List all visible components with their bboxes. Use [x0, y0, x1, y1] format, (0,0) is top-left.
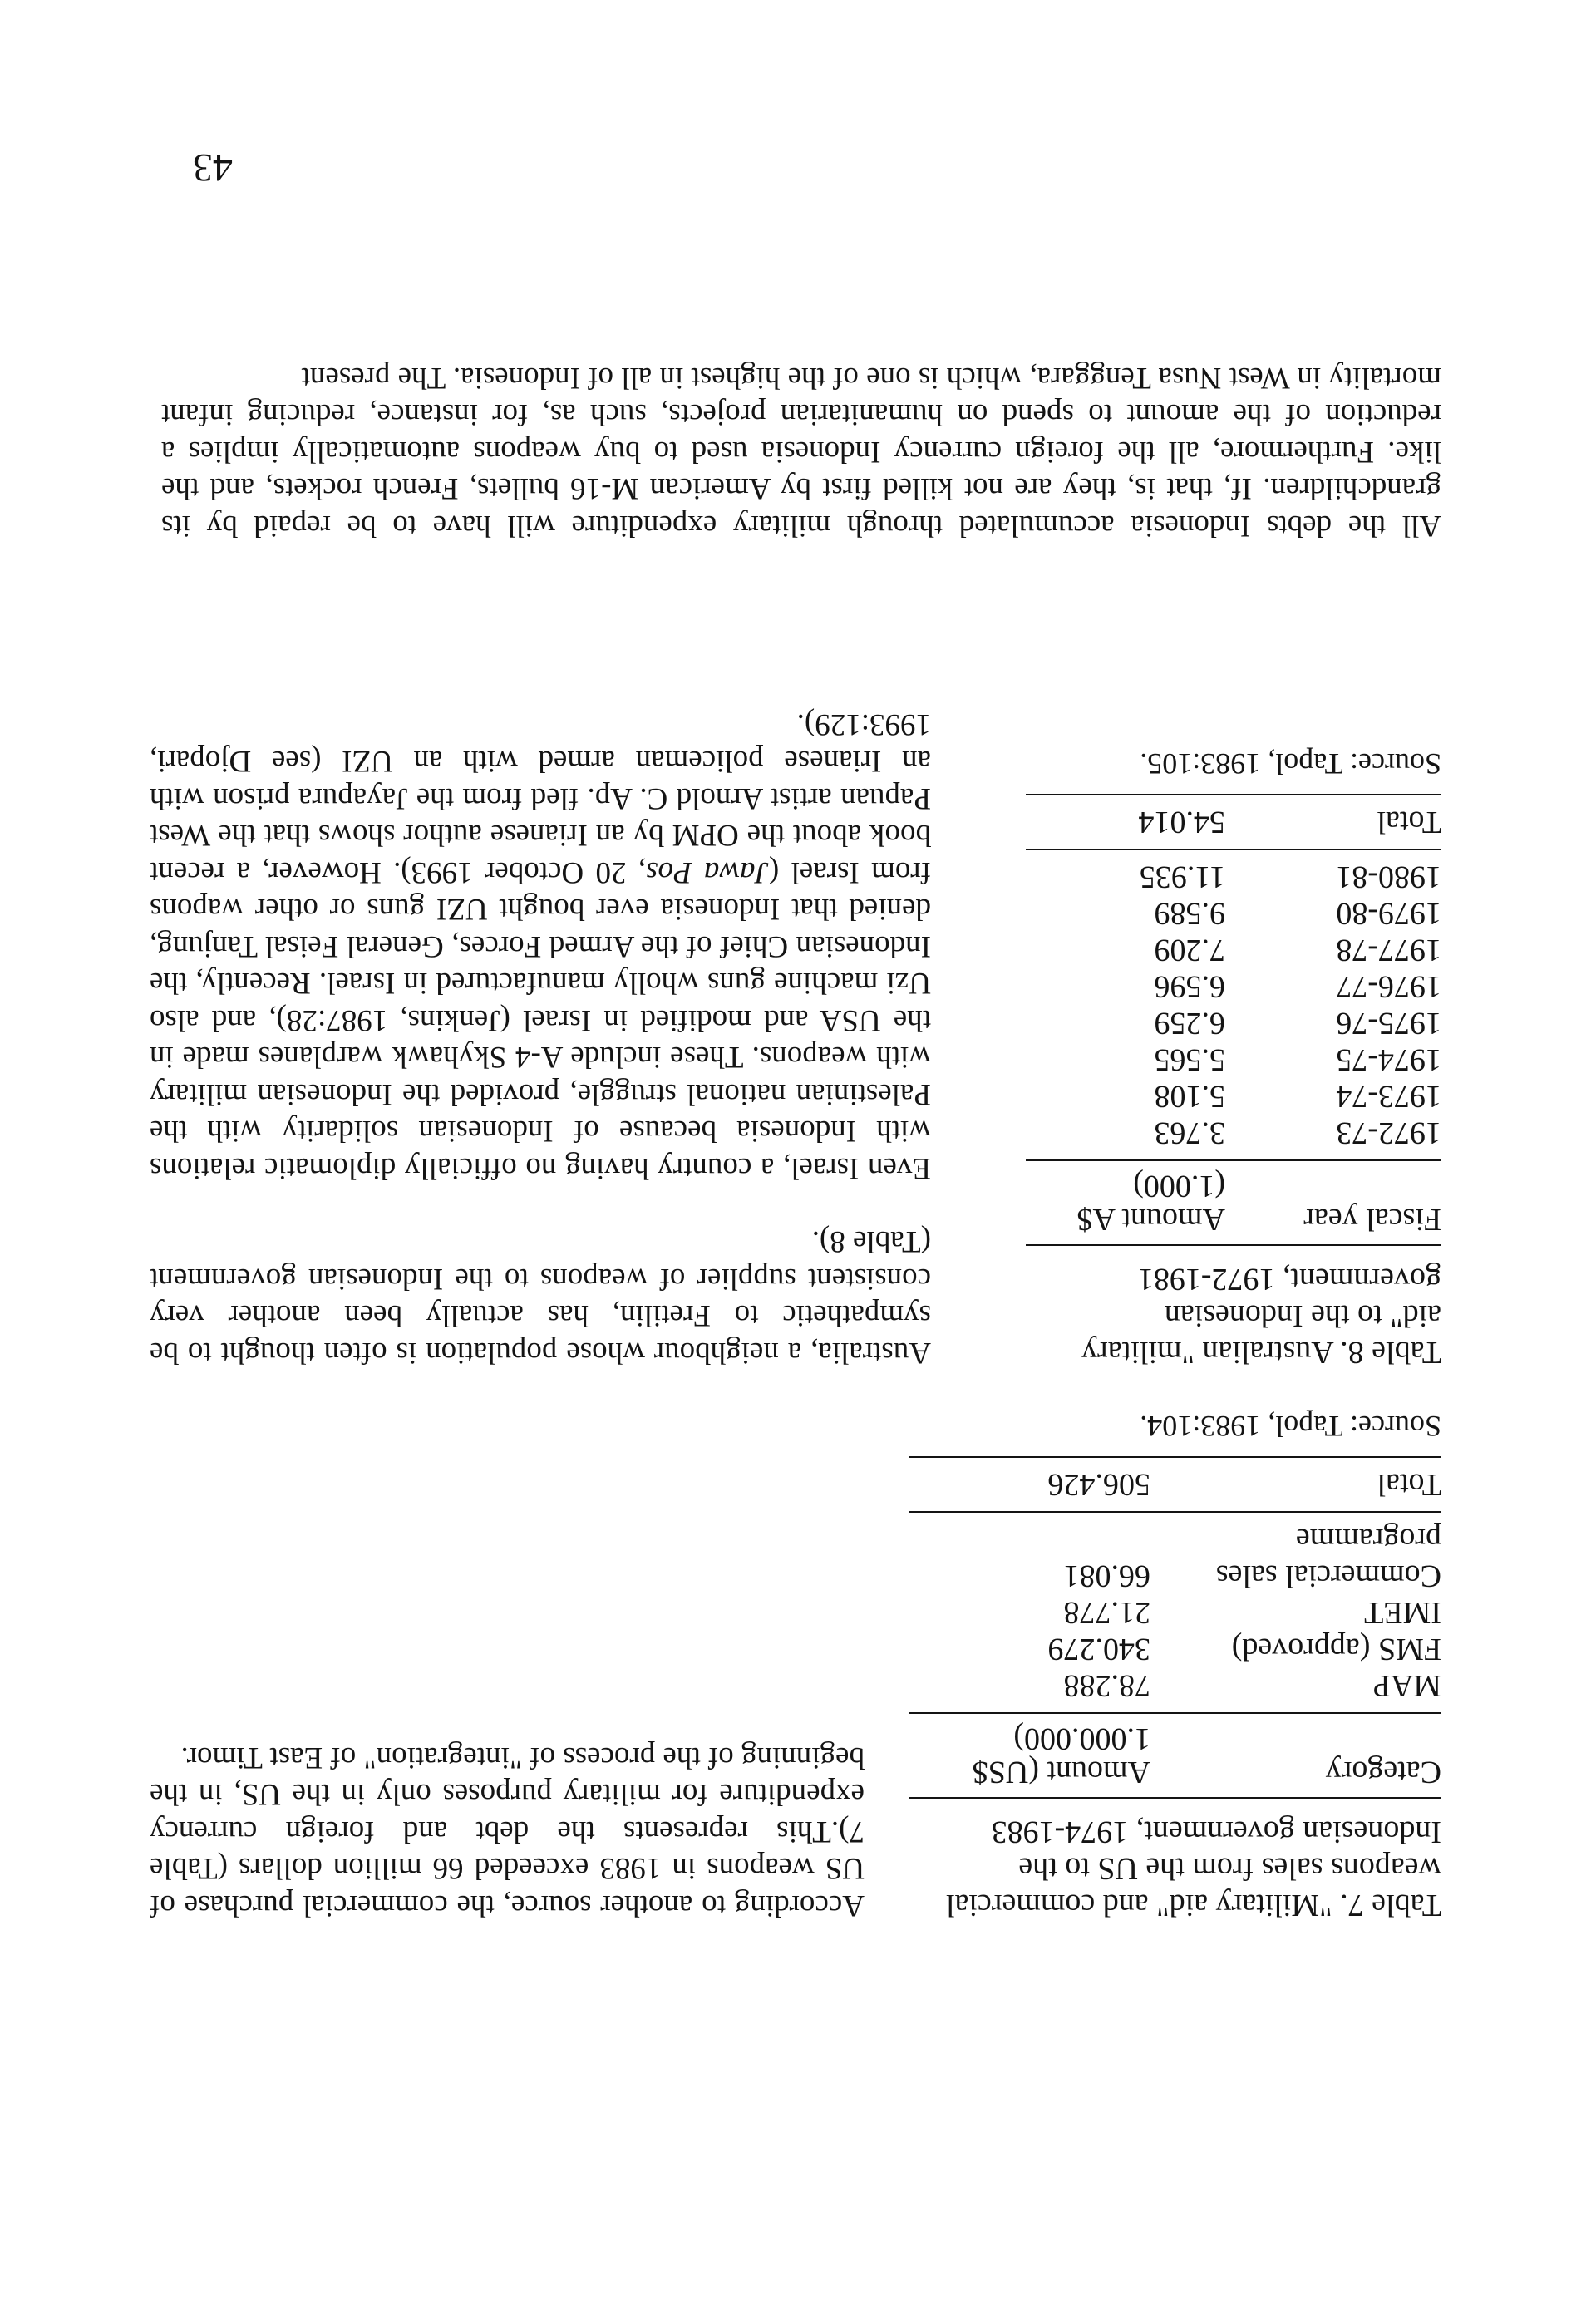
table-cell-amount: 9.589	[1154, 896, 1225, 931]
table-cell-category: MAP	[1372, 1668, 1441, 1703]
paragraph-australia: Australia, a neighbour whose population is often thought to be sympathetic to Fretilin, has actually been another very consistent supplier of weapons to the Indonesian government (Table 8).	[150, 1224, 931, 1370]
table-rule	[909, 1511, 1441, 1513]
table-row	[1026, 895, 1441, 932]
table-cell-amount: 66.081	[1063, 1558, 1150, 1593]
column-header-amount: Amount (US$ 1.000.000)	[972, 1721, 1150, 1790]
column-header-category: Category	[1325, 1755, 1441, 1790]
table-row	[909, 1521, 1441, 1594]
table-cell-amount: 11.935	[1139, 859, 1225, 894]
table-cell-year: 1977-78	[1336, 933, 1441, 967]
table-total-value: 54.014	[1138, 805, 1225, 839]
table-row	[909, 1667, 1441, 1704]
table-rule	[1026, 794, 1441, 795]
table-row	[909, 1631, 1441, 1667]
table-row	[1026, 968, 1441, 1005]
column-header-amount: Amount A$ (1.000)	[1076, 1169, 1225, 1237]
table-row	[1026, 1078, 1441, 1115]
table-cell-year: 1979-80	[1336, 896, 1441, 931]
table-row	[1026, 1115, 1441, 1151]
table-cell-amount: 5.565	[1154, 1042, 1225, 1077]
table-cell-category: FMS (approved)	[1231, 1632, 1441, 1667]
table-rule	[1026, 1244, 1441, 1246]
table-8-source: Source: Tapol, 1983:105.	[1140, 747, 1441, 780]
text-column-table-7	[150, 1739, 864, 1924]
table-7-caption: Table 7. "Military aid" and commercial weapons sales from the US to the Indonesian government, 1974-1983	[945, 1814, 1441, 1923]
table-total-row	[1026, 804, 1441, 840]
table-cell-amount: 6.596	[1154, 969, 1225, 1004]
table-7-grid	[909, 1456, 1441, 1789]
paragraph-israel-part-2: 20 October 1993). However, a recent book about the OPM by an Irianese author shows that the West Papuan artist Arnold C. Ap. fled from the Jayapura prison with an Irianese policeman armed with an UZI (see Djopari, 1993:129).	[150, 707, 931, 889]
table-header-row	[1026, 1169, 1441, 1236]
column-header-fiscal-year: Fiscal year	[1303, 1202, 1441, 1237]
table-cell-amount: 340.279	[1047, 1632, 1150, 1667]
table-cell-year: 1974-75	[1336, 1042, 1441, 1077]
table-row	[909, 1594, 1441, 1631]
table-cell-amount: 21.778	[1063, 1595, 1150, 1630]
table-cell-amount: 6.259	[1154, 1006, 1225, 1041]
table-cell-category: Commercial sales programme	[1215, 1522, 1441, 1593]
table-cell-amount: 7.209	[1154, 933, 1225, 967]
table-cell-year: 1972-73	[1336, 1115, 1441, 1150]
table-cell-category: IMET	[1364, 1595, 1441, 1630]
table-8-caption: Table 8. Australian "military aid" to the Indonesian government, 1972-1981	[1081, 1262, 1441, 1370]
table-total-label: Total	[1377, 805, 1441, 839]
table-7	[909, 1408, 1441, 1923]
table-total-value: 506.426	[1047, 1467, 1150, 1502]
table-row	[1026, 932, 1441, 968]
table-total-label: Total	[1377, 1467, 1441, 1502]
table-8	[1026, 746, 1441, 1371]
table-cell-amount: 3.763	[1154, 1115, 1225, 1150]
table-row	[1026, 859, 1441, 895]
paragraph-israel	[150, 706, 931, 1187]
citation-jawa-pos: Jawa Pos,	[638, 855, 769, 889]
table-7-source: Source: Tapol, 1983:104.	[1140, 1410, 1441, 1443]
table-cell-year: 1975-76	[1336, 1006, 1441, 1041]
table-rule	[909, 1456, 1441, 1458]
text-column-table-8	[150, 706, 931, 1371]
paragraph-debts: All the debts Indonesia accumulated through military expenditure will have to be repaid by its grandchildren. If, that is, they are not killed first by American M-16 bullets, French rockets, and the like. Furthermore, all the foreign currency Indonesia used to buy weapons automatically implies a reduction of the amount to spend on humanitarian projects, such as, for instance, reducing infant mortality in West Nusa Tenggara, which is one of the highest in all of Indonesia. The present	[161, 361, 1441, 543]
table-total-row	[909, 1466, 1441, 1503]
table-row	[1026, 1005, 1441, 1041]
paragraph-israel-part-1: Even Israel, a country having no officially diplomatic relations with Indonesia because of Indonesian solidarity with the Palestinian national struggle, provided the Indonesian military with weapons. These include A-4 Skyhawk warplanes made in the USA and modified in Israel (Jenkins, 1987:28), and also Uzi machine guns wholly manufactured in Israel. Recently, the Indonesian Chief of the Armed Forces, General Feisal Tanjung, denied that Indonesia ever bought UZI guns or other wapons from Israel (	[150, 855, 931, 1185]
table-rule	[1026, 849, 1441, 850]
table-8-grid	[1026, 794, 1441, 1236]
table-rule	[909, 1712, 1441, 1714]
table-rule	[909, 1797, 1441, 1799]
table-header-row	[909, 1722, 1441, 1789]
paragraph-us-weapons: According to another source, the commercial purchase of US weapons in 1983 exceeded 66 million dollars (Table 7).This represents the debt and foreign currency expenditure for military purposes only in the US, in the beginning of the process of "integration" of East Timor.	[150, 1740, 864, 1923]
page-number: 43	[193, 145, 233, 190]
table-cell-year: 1976-77	[1336, 969, 1441, 1004]
table-cell-amount: 78.288	[1063, 1668, 1150, 1703]
table-cell-year: 1980-81	[1336, 859, 1441, 894]
table-cell-year: 1973-74	[1336, 1079, 1441, 1114]
table-cell-amount: 5.108	[1154, 1079, 1225, 1114]
table-row	[1026, 1041, 1441, 1078]
table-rule	[1026, 1159, 1441, 1161]
